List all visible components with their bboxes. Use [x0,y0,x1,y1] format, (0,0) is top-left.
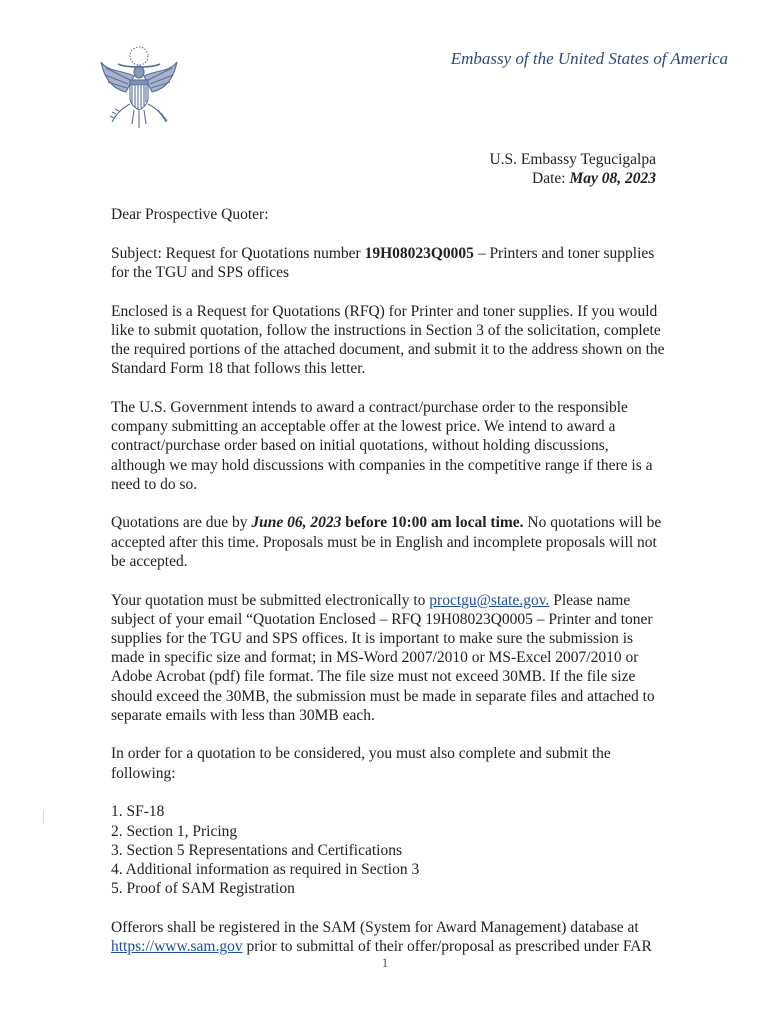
subject-line [111,244,666,282]
page-number: 1 [381,955,389,970]
due-time: before 10:00 am local time. [341,514,524,532]
date-value: May 08, 2023 [569,170,656,187]
due-prefix: Quotations are due by [111,514,252,532]
scan-mark [43,810,44,824]
office-name: U.S. Embassy Tegucigalpa [489,151,656,168]
address-block [489,150,656,188]
submission-suffix: Please name subject of your email “Quotation Enclosed – RFQ 19H08023Q0005 – Printer and toner supplies for the TGU and SPS offices. It is important to make sure the submission is made in specific size and format; in MS-Word 2007/2010 or MS-Excel 2007/2010 or Adobe Acrobat (pdf) file format. The file size must not exceed 30MB. If the file size should exceed the 30MB, the submission must be made in separate files and attached to separate emails with less than 30MB each. [111,591,655,724]
paragraph-submission [111,591,666,725]
letter-body [111,205,666,976]
salutation: Dear Prospective Quoter: [111,206,269,223]
due-suffix: No quotations will be accepted after this time. Proposals must be in English and incomplete proposals will not be accepted. [111,514,662,570]
letter-date [489,169,656,188]
subject-suffix: – Printers and toner supplies for the TGU and SPS offices [111,244,655,281]
list-item: 1. SF-18 [111,803,165,821]
great-seal-icon [96,42,182,134]
list-item: 2. Section 1, Pricing [111,822,238,840]
rfq-number: 19H08023Q0005 [364,244,474,262]
date-label: Date: [532,170,570,187]
sam-suffix: prior to submittal of their offer/proposal as prescribed under FAR [242,938,652,956]
submission-prefix: Your quotation must be submitted electronically to [111,591,430,609]
list-item: 3. Section 5 Representations and Certifications [111,841,402,859]
requirements-list [111,802,666,898]
sam-prefix: Offerors shall be registered in the SAM (System for Award Management) database at [111,918,639,936]
due-date: June 06, 2023 [251,514,342,532]
paragraph-enclosed: Enclosed is a Request for Quotations (RFQ) for Printer and toner supplies. If you would like to submit quotation, follow the instructions in Section 3 of the solicitation, complete the required portions of the attached document, and submit it to the address shown on the Standard Form 18 that follows this letter. [111,302,665,378]
embassy-title: Embassy of the United States of America [450,49,728,68]
paragraph-award: The U.S. Government intends to award a contract/purchase order to the responsible company submitting an acceptable offer at the lowest price. We intend to award a contract/purchase order based on initial quotations, without holding discussions, although we may hold discussions with companies in the competitive range if there is a need to do so. [111,398,653,493]
list-item: 5. Proof of SAM Registration [111,880,295,898]
requirements-intro: In order for a quotation to be considered, you must also complete and submit the following: [111,745,611,782]
list-item: 4. Additional information as required in Section 3 [111,860,420,878]
sam-link[interactable]: https://www.sam.gov [111,938,243,956]
paragraph-sam [111,918,666,956]
email-link[interactable]: proctgu@state.gov. [429,591,550,609]
paragraph-due [111,513,666,571]
subject-prefix: Subject: Request for Quotations number [111,244,365,262]
